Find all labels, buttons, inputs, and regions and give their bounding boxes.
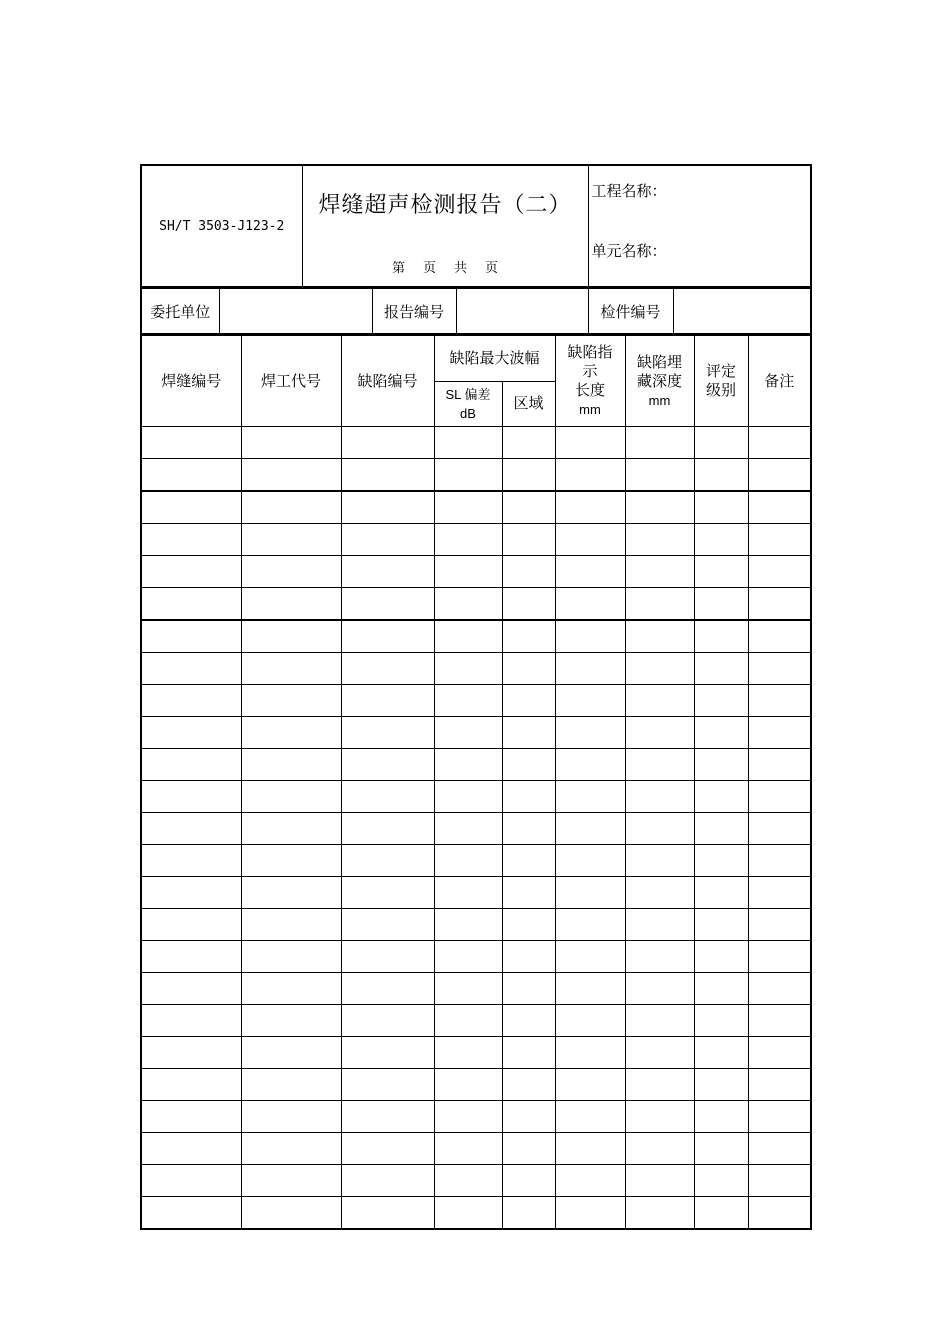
table-row	[141, 749, 811, 781]
table-cell[interactable]	[141, 973, 241, 1005]
table-cell[interactable]	[341, 620, 434, 653]
table-cell[interactable]	[434, 845, 502, 877]
table-cell[interactable]	[241, 1101, 341, 1133]
table-cell[interactable]	[625, 620, 694, 653]
table-cell[interactable]	[694, 781, 748, 813]
table-cell[interactable]	[141, 1101, 241, 1133]
table-cell[interactable]	[748, 1037, 811, 1069]
table-cell[interactable]	[241, 1069, 341, 1101]
table-cell[interactable]	[555, 941, 625, 973]
table-cell[interactable]	[341, 1101, 434, 1133]
table-cell[interactable]	[625, 813, 694, 845]
table-cell[interactable]	[748, 973, 811, 1005]
sl-deviation-line1: SL 偏差	[445, 386, 491, 402]
table-cell[interactable]	[625, 491, 694, 524]
table-row	[141, 491, 811, 524]
table-cell[interactable]	[555, 877, 625, 909]
table-cell[interactable]	[748, 588, 811, 621]
indication-length-line3: 长度	[575, 381, 606, 399]
table-cell[interactable]	[434, 1133, 502, 1165]
table-cell[interactable]	[748, 941, 811, 973]
table-cell[interactable]	[555, 813, 625, 845]
table-cell[interactable]	[141, 813, 241, 845]
table-cell[interactable]	[341, 491, 434, 524]
table-cell[interactable]	[241, 909, 341, 941]
report-no-value[interactable]	[456, 289, 588, 335]
table-cell[interactable]	[625, 685, 694, 717]
table-cell[interactable]	[555, 1165, 625, 1197]
table-cell[interactable]	[141, 877, 241, 909]
defect-table	[140, 335, 812, 1230]
col-burial-depth	[625, 336, 694, 427]
col-weld-no: 焊缝编号	[141, 336, 241, 427]
table-cell[interactable]	[241, 1197, 341, 1230]
table-cell[interactable]	[625, 877, 694, 909]
table-cell[interactable]	[555, 556, 625, 588]
indication-length-line1: 缺陷指	[567, 343, 613, 361]
table-cell[interactable]	[625, 973, 694, 1005]
table-row	[141, 1005, 811, 1037]
table-cell[interactable]	[625, 524, 694, 556]
table-cell[interactable]	[434, 685, 502, 717]
table-cell[interactable]	[694, 813, 748, 845]
table-cell[interactable]	[141, 1165, 241, 1197]
table-cell[interactable]	[502, 524, 555, 556]
table-cell[interactable]	[694, 491, 748, 524]
part-no-value[interactable]	[673, 289, 811, 335]
table-cell[interactable]	[555, 909, 625, 941]
table-cell[interactable]	[141, 427, 241, 459]
table-cell[interactable]	[694, 588, 748, 621]
table-row	[141, 909, 811, 941]
table-cell[interactable]	[341, 1165, 434, 1197]
table-row	[141, 1197, 811, 1230]
table-cell[interactable]	[241, 813, 341, 845]
project-name-label: 工程名称：	[591, 182, 667, 200]
table-row	[141, 620, 811, 653]
table-row	[141, 973, 811, 1005]
report-title: 焊缝超声检测报告（二）	[318, 193, 572, 218]
table-cell[interactable]	[555, 524, 625, 556]
table-cell[interactable]	[434, 781, 502, 813]
table-cell[interactable]	[141, 749, 241, 781]
table-cell[interactable]	[625, 1197, 694, 1230]
table-cell[interactable]	[555, 1101, 625, 1133]
info-table	[140, 288, 812, 335]
table-cell[interactable]	[241, 1165, 341, 1197]
table-cell[interactable]	[502, 781, 555, 813]
col-sl-deviation	[434, 381, 502, 427]
table-cell[interactable]	[434, 1037, 502, 1069]
report-header-table	[140, 164, 812, 288]
table-row	[141, 556, 811, 588]
table-cell[interactable]	[748, 1005, 811, 1037]
client-label: 委托单位	[141, 289, 219, 335]
table-cell[interactable]	[434, 588, 502, 621]
table-cell[interactable]	[241, 749, 341, 781]
table-cell[interactable]	[341, 427, 434, 459]
table-cell[interactable]	[748, 1133, 811, 1165]
table-cell[interactable]	[341, 1037, 434, 1069]
table-cell[interactable]	[241, 1037, 341, 1069]
table-cell[interactable]	[625, 1101, 694, 1133]
table-cell[interactable]	[694, 1005, 748, 1037]
table-cell[interactable]	[502, 1005, 555, 1037]
table-cell[interactable]	[434, 556, 502, 588]
table-cell[interactable]	[748, 845, 811, 877]
table-cell[interactable]	[434, 749, 502, 781]
table-cell[interactable]	[341, 524, 434, 556]
table-cell[interactable]	[241, 491, 341, 524]
table-cell[interactable]	[555, 459, 625, 492]
project-cell	[588, 165, 811, 287]
table-cell[interactable]	[748, 1197, 811, 1230]
table-cell[interactable]	[625, 749, 694, 781]
table-cell[interactable]	[434, 909, 502, 941]
table-cell[interactable]	[141, 1005, 241, 1037]
page-info-ye2: 页	[485, 261, 499, 276]
table-cell[interactable]	[555, 845, 625, 877]
client-value[interactable]	[219, 289, 372, 335]
table-cell[interactable]	[341, 1069, 434, 1101]
col-indication-length	[555, 336, 625, 427]
table-row	[141, 588, 811, 621]
table-cell[interactable]	[341, 877, 434, 909]
table-cell[interactable]	[502, 1101, 555, 1133]
table-cell[interactable]	[341, 556, 434, 588]
table-cell[interactable]	[694, 749, 748, 781]
table-cell[interactable]	[555, 781, 625, 813]
table-cell[interactable]	[502, 427, 555, 459]
page-info-gong: 共	[454, 261, 468, 276]
table-cell[interactable]	[748, 717, 811, 749]
table-cell[interactable]	[748, 1165, 811, 1197]
table-cell[interactable]	[748, 556, 811, 588]
report-no-label: 报告编号	[372, 289, 456, 335]
table-cell[interactable]	[748, 459, 811, 492]
table-cell[interactable]	[241, 1005, 341, 1037]
table-cell[interactable]	[341, 941, 434, 973]
table-cell[interactable]	[502, 588, 555, 621]
table-cell[interactable]	[555, 1133, 625, 1165]
table-cell[interactable]	[341, 1133, 434, 1165]
page-info-ye1: 页	[422, 261, 436, 276]
burial-depth-unit: mm	[648, 392, 671, 408]
table-row	[141, 845, 811, 877]
table-cell[interactable]	[502, 941, 555, 973]
table-cell[interactable]	[694, 1069, 748, 1101]
table-cell[interactable]	[502, 1165, 555, 1197]
table-cell[interactable]	[625, 1005, 694, 1037]
table-cell[interactable]	[625, 459, 694, 492]
table-cell[interactable]	[625, 556, 694, 588]
table-cell[interactable]	[748, 749, 811, 781]
table-cell[interactable]	[502, 717, 555, 749]
table-cell[interactable]	[341, 749, 434, 781]
table-cell[interactable]	[434, 653, 502, 685]
table-cell[interactable]	[625, 1037, 694, 1069]
table-cell[interactable]	[241, 781, 341, 813]
table-cell[interactable]	[341, 813, 434, 845]
table-row	[141, 1069, 811, 1101]
table-cell[interactable]	[502, 1069, 555, 1101]
table-cell[interactable]	[748, 491, 811, 524]
table-cell[interactable]	[502, 653, 555, 685]
table-cell[interactable]	[625, 1165, 694, 1197]
burial-depth-line1: 缺陷埋	[637, 352, 683, 371]
table-cell[interactable]	[341, 1005, 434, 1037]
table-cell[interactable]	[434, 620, 502, 653]
table-cell[interactable]	[502, 685, 555, 717]
table-cell[interactable]	[434, 1101, 502, 1133]
table-cell[interactable]	[555, 685, 625, 717]
table-cell[interactable]	[502, 909, 555, 941]
table-row	[141, 781, 811, 813]
burial-depth-line2: 藏深度	[637, 371, 683, 390]
table-cell[interactable]	[694, 717, 748, 749]
table-cell[interactable]	[241, 620, 341, 653]
table-cell[interactable]	[434, 1197, 502, 1230]
table-cell[interactable]	[241, 556, 341, 588]
table-cell[interactable]	[141, 717, 241, 749]
table-cell[interactable]	[694, 556, 748, 588]
table-cell[interactable]	[748, 877, 811, 909]
table-row	[141, 1037, 811, 1069]
table-cell[interactable]	[141, 491, 241, 524]
table-cell[interactable]	[502, 845, 555, 877]
table-cell[interactable]	[555, 973, 625, 1005]
table-cell[interactable]	[141, 781, 241, 813]
table-cell[interactable]	[625, 941, 694, 973]
table-cell[interactable]	[748, 524, 811, 556]
table-cell[interactable]	[625, 1069, 694, 1101]
table-cell[interactable]	[502, 1197, 555, 1230]
table-cell[interactable]	[434, 1069, 502, 1101]
table-cell[interactable]	[141, 909, 241, 941]
table-cell[interactable]	[625, 909, 694, 941]
table-cell[interactable]	[555, 1037, 625, 1069]
table-cell[interactable]	[141, 845, 241, 877]
table-cell[interactable]	[555, 1005, 625, 1037]
table-cell[interactable]	[555, 653, 625, 685]
table-cell[interactable]	[694, 459, 748, 492]
table-cell[interactable]	[748, 1101, 811, 1133]
table-row	[141, 877, 811, 909]
table-cell[interactable]	[694, 653, 748, 685]
table-cell[interactable]	[694, 620, 748, 653]
table-cell[interactable]	[502, 1133, 555, 1165]
table-cell[interactable]	[434, 1005, 502, 1037]
table-cell[interactable]	[141, 1197, 241, 1230]
title-cell	[302, 165, 588, 287]
table-row	[141, 1133, 811, 1165]
table-cell[interactable]	[241, 845, 341, 877]
table-cell[interactable]	[341, 459, 434, 492]
rating-line2: 级别	[706, 381, 737, 399]
table-cell[interactable]	[141, 685, 241, 717]
indication-length-unit: mm	[579, 402, 601, 417]
table-cell[interactable]	[341, 973, 434, 1005]
table-cell[interactable]	[625, 845, 694, 877]
table-cell[interactable]	[341, 588, 434, 621]
table-cell[interactable]	[502, 459, 555, 492]
table-cell[interactable]	[555, 749, 625, 781]
table-cell[interactable]	[748, 909, 811, 941]
table-cell[interactable]	[141, 1037, 241, 1069]
table-cell[interactable]	[748, 685, 811, 717]
report-sheet	[140, 164, 810, 1230]
table-cell[interactable]	[434, 1165, 502, 1197]
page-info-di: 第	[391, 261, 405, 276]
table-cell[interactable]	[241, 973, 341, 1005]
table-cell[interactable]	[241, 427, 341, 459]
table-cell[interactable]	[141, 1133, 241, 1165]
table-cell[interactable]	[625, 653, 694, 685]
table-cell[interactable]	[694, 1197, 748, 1230]
indication-length-line2: 示	[582, 362, 598, 380]
table-row	[141, 524, 811, 556]
table-row	[141, 813, 811, 845]
table-cell[interactable]	[625, 781, 694, 813]
table-cell[interactable]	[434, 717, 502, 749]
table-cell[interactable]	[434, 427, 502, 459]
table-cell[interactable]	[625, 588, 694, 621]
unit-name-label: 单元名称：	[591, 242, 667, 260]
table-cell[interactable]	[241, 653, 341, 685]
part-no-label: 检件编号	[588, 289, 673, 335]
table-cell[interactable]	[694, 524, 748, 556]
table-row	[141, 427, 811, 459]
table-cell[interactable]	[241, 877, 341, 909]
rating-line1: 评定	[706, 362, 737, 380]
table-cell[interactable]	[241, 717, 341, 749]
table-cell[interactable]	[434, 973, 502, 1005]
table-cell[interactable]	[555, 491, 625, 524]
table-cell[interactable]	[141, 653, 241, 685]
table-row	[141, 1165, 811, 1197]
table-cell[interactable]	[434, 877, 502, 909]
table-cell[interactable]	[748, 653, 811, 685]
table-cell[interactable]	[625, 717, 694, 749]
table-cell[interactable]	[625, 1133, 694, 1165]
table-cell[interactable]	[694, 1165, 748, 1197]
table-cell[interactable]	[748, 813, 811, 845]
table-cell[interactable]	[141, 459, 241, 492]
table-cell[interactable]	[502, 556, 555, 588]
table-cell[interactable]	[694, 845, 748, 877]
table-cell[interactable]	[694, 877, 748, 909]
table-cell[interactable]	[341, 685, 434, 717]
table-cell[interactable]	[555, 717, 625, 749]
table-cell[interactable]	[502, 620, 555, 653]
table-cell[interactable]	[341, 909, 434, 941]
col-rating	[694, 336, 748, 427]
table-cell[interactable]	[341, 845, 434, 877]
table-row	[141, 685, 811, 717]
col-welder-code: 焊工代号	[241, 336, 341, 427]
table-cell[interactable]	[341, 1197, 434, 1230]
table-cell[interactable]	[694, 685, 748, 717]
table-cell[interactable]	[502, 749, 555, 781]
table-cell[interactable]	[241, 524, 341, 556]
table-cell[interactable]	[748, 1069, 811, 1101]
table-cell[interactable]	[141, 524, 241, 556]
table-cell[interactable]	[241, 685, 341, 717]
table-cell[interactable]	[748, 620, 811, 653]
table-row	[141, 459, 811, 492]
table-cell[interactable]	[555, 427, 625, 459]
table-row	[141, 1101, 811, 1133]
table-cell[interactable]	[555, 1069, 625, 1101]
table-cell[interactable]	[694, 1133, 748, 1165]
table-cell[interactable]	[141, 941, 241, 973]
table-cell[interactable]	[502, 813, 555, 845]
table-cell[interactable]	[141, 1069, 241, 1101]
table-cell[interactable]	[555, 1197, 625, 1230]
sl-deviation-unit: dB	[460, 405, 476, 421]
table-cell[interactable]	[141, 556, 241, 588]
table-cell[interactable]	[748, 427, 811, 459]
table-cell[interactable]	[502, 973, 555, 1005]
table-cell[interactable]	[141, 588, 241, 621]
table-cell[interactable]	[625, 427, 694, 459]
col-remarks: 备注	[748, 336, 811, 427]
table-cell[interactable]	[141, 620, 241, 653]
table-cell[interactable]	[555, 588, 625, 621]
col-zone: 区域	[502, 381, 555, 427]
table-cell[interactable]	[241, 941, 341, 973]
table-cell[interactable]	[434, 459, 502, 492]
table-cell[interactable]	[694, 909, 748, 941]
table-cell[interactable]	[694, 1101, 748, 1133]
page-info	[303, 257, 588, 276]
table-row	[141, 717, 811, 749]
table-cell[interactable]	[434, 491, 502, 524]
table-cell[interactable]	[694, 1037, 748, 1069]
table-cell[interactable]	[341, 781, 434, 813]
table-cell[interactable]	[694, 973, 748, 1005]
col-defect-no: 缺陷编号	[341, 336, 434, 427]
table-cell[interactable]	[241, 459, 341, 492]
table-cell[interactable]	[241, 1133, 341, 1165]
table-cell[interactable]	[502, 1037, 555, 1069]
table-cell[interactable]	[694, 941, 748, 973]
table-cell[interactable]	[748, 781, 811, 813]
table-cell[interactable]	[434, 941, 502, 973]
table-cell[interactable]	[502, 877, 555, 909]
table-cell[interactable]	[341, 717, 434, 749]
table-cell[interactable]	[341, 653, 434, 685]
table-cell[interactable]	[434, 813, 502, 845]
table-cell[interactable]	[434, 524, 502, 556]
table-cell[interactable]	[555, 620, 625, 653]
table-cell[interactable]	[502, 491, 555, 524]
col-max-amplitude: 缺陷最大波幅	[434, 336, 555, 382]
table-cell[interactable]	[694, 427, 748, 459]
table-cell[interactable]	[241, 588, 341, 621]
table-row	[141, 941, 811, 973]
standard-code: SH/T 3503-J123-2	[141, 165, 302, 287]
table-row	[141, 653, 811, 685]
